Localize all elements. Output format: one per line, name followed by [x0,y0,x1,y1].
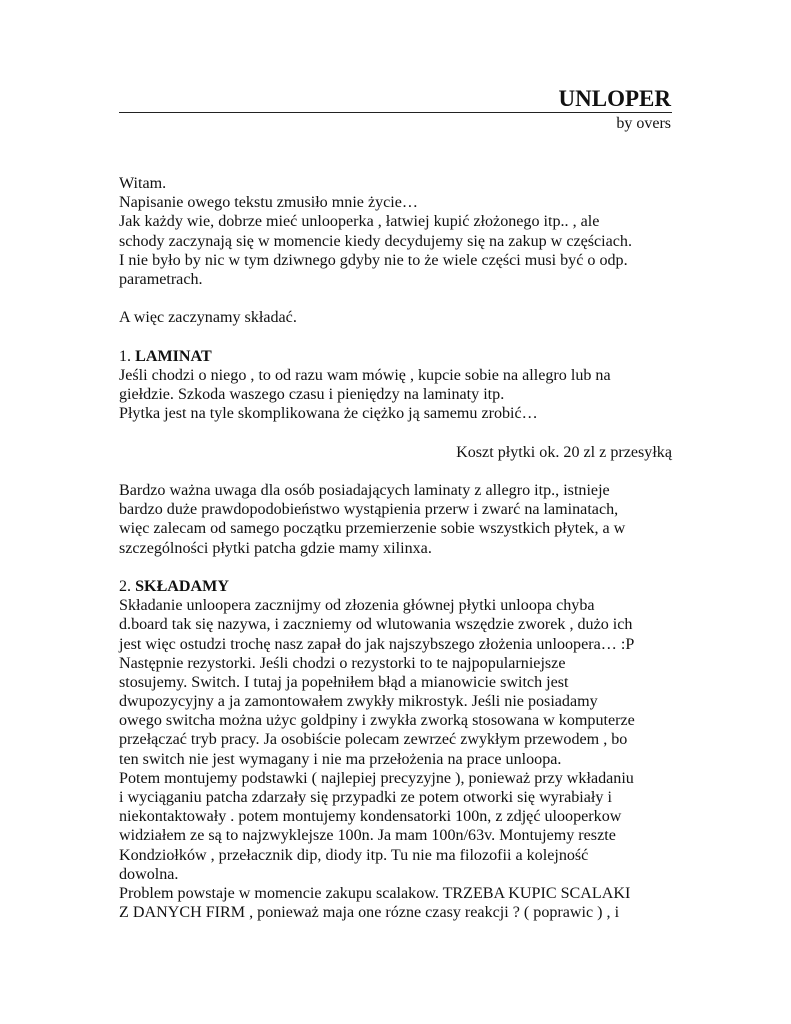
body-line: przełączać tryb pracy. Ja osobiście polecam zewrzeć zwykłym przewodem , bo [119,731,628,749]
body-line: więc zalecam od samego początku przemierzenie sobie wszystkich płytek, a w [119,520,626,538]
paragraph-gap [119,423,679,442]
body-line: schody zaczynają się w momencie kiedy decydujemy się na zakup w częściach. [119,232,632,250]
section-name: LAMINAT [135,347,212,365]
body-line: I nie było by nic w tym dziwnego gdyby nie to że wiele części musi być o odp. [119,251,628,269]
body-line: owego switcha można użyc goldpiny i zwykła zworką stosowana w komputerze [119,712,635,730]
body-line: Kondziołków , przełacznik dip, diody itp. Tu nie ma filozofii a kolejność [119,846,589,864]
section-heading-laminat [119,347,679,366]
body-line: ten switch nie jest wymagany i nie ma przełożenia na prace unloopa. [119,750,562,768]
body-line: Składanie unloopera zacznijmy od złozenia głównej płytki unloopa chyba [119,597,595,615]
section-heading-skladamy [119,577,679,596]
body-line: d.board tak się nazywa, i zaczniemy od wlutowania wszędzie zworek , dużo ich [119,616,633,634]
body-line: Napisanie owego tekstu zmusiło mnie życie… [119,194,418,212]
body-line: Witam. [119,175,167,192]
body-line: stosujemy. Switch. I tutaj ja popełniłem błąd a mianowicie switch jest [119,673,569,691]
body-line: Jak każdy wie, dobrze mieć unlooperka , łatwiej kupić złożonego itp.. , ale [119,213,600,231]
body-line: Jeśli chodzi o niego , to od razu wam mówię , kupcie sobie na allegro lub na [119,366,611,384]
body-line: dwupozycyjny a ja zamontowałem zwykły mikrostyk. Jeśli nie posiadamy [119,693,598,711]
section-name: SKŁADAMY [135,577,229,595]
paragraph-gap [119,328,679,347]
body-line: dowolna. [119,865,179,883]
document-author: by overs [616,115,671,132]
section-number: 2. [119,577,136,595]
section-number: 1. [119,347,136,365]
paragraph-gap [119,289,679,308]
body-line: Płytka jest na tyle skomplikowana że ciężko ją samemu zrobić… [119,405,538,423]
body-line: bardzo duże prawdopodobieństwo wystąpienia przerw i zwarć na laminatach, [119,501,619,519]
body-line: giełdzie. Szkoda waszego czasu i pieniędzy na laminaty itp. [119,386,505,404]
body-line: Z DANYCH FIRM , ponieważ maja one rózne czasy reakcji ? ( poprawic ) , i [119,904,620,922]
body-line: Problem powstaje w momencie zakupu scalakow. TRZEBA KUPIC SCALAKI [119,884,631,902]
body-line: jest więc ostudzi trochę nasz zapał do jak najszybszego złożenia unloopera… :P [119,635,635,653]
document-title: UNLOPER [558,86,671,111]
body-line: Następnie rezystorki. Jeśli chodzi o rezystorki to te najpopularniejsze [119,654,566,672]
body-line: niekontaktowały . potem montujemy kondensatorki 100n, z zdjęć ulooperkow [119,808,622,826]
body-line: i wyciąganiu patcha zdarzały się przypadki ze potem otworki się wyrabiały i [119,789,612,806]
document-body [119,174,679,922]
body-line: widziałem ze są to najzwyklejsze 100n. Ja mam 100n/63v. Montujemy reszte [119,827,616,845]
paragraph-gap [119,462,679,481]
lead-line: A więc zaczynamy składać. [119,309,297,327]
body-line: parametrach. [119,270,203,288]
body-line: Potem montujemy podstawki ( najlepiej precyzyjne ), ponieważ przy wkładaniu [119,769,634,787]
paragraph-gap [119,558,679,577]
body-line: szczególności płytki patcha gdzie mamy xilinxa. [119,539,432,557]
title-rule [119,112,672,113]
cost-line: Koszt płytki ok. 20 zl z przesyłką [456,443,672,461]
body-line: Bardzo ważna uwaga dla osób posiadających laminaty z allegro itp., istnieje [119,482,610,499]
